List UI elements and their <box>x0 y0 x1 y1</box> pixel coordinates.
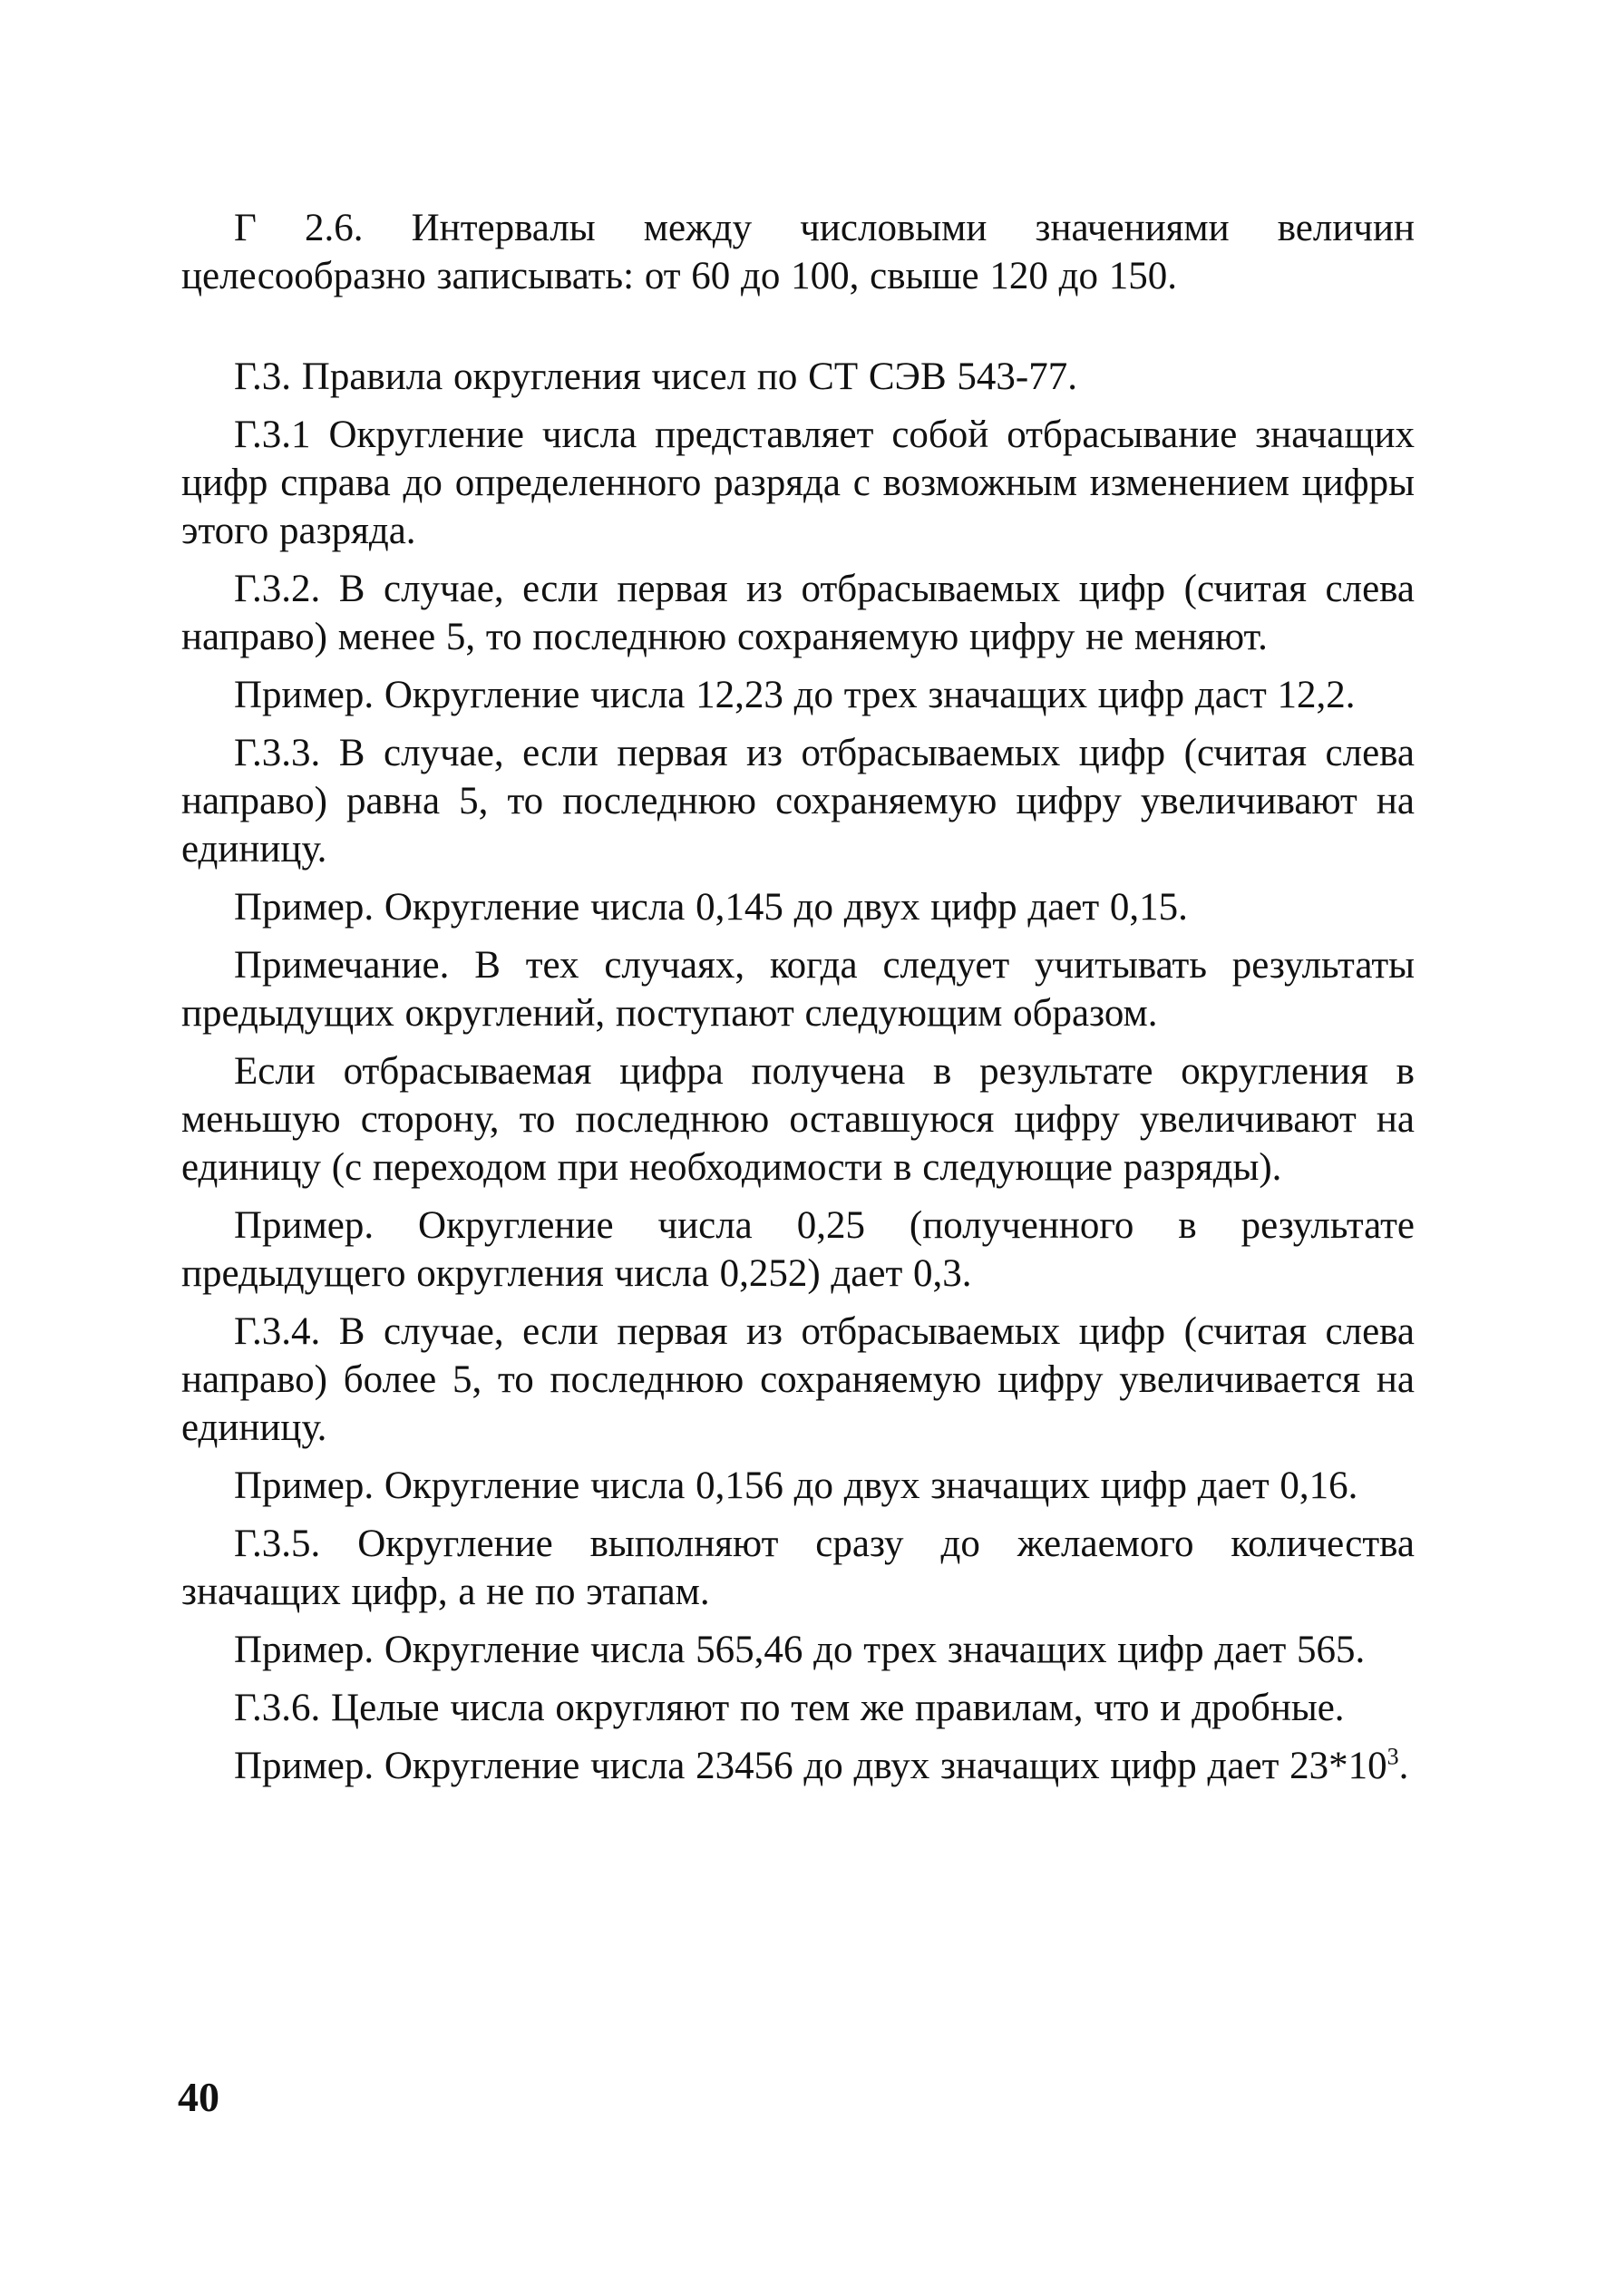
paragraph-g-3-1: Г.3.1 Округление числа представляет собой отбрасывание значащих цифр справа до определенного разряда с возможным изменением цифры этого разряда. <box>181 413 1415 552</box>
paragraph-g-3-4: Г.3.4. В случае, если первая из отбрасываемых цифр (считая слева направо) более 5, то последнюю сохраняемую цифру увеличивается на единицу. <box>181 1310 1415 1449</box>
example-6-exponent: 3 <box>1386 1743 1399 1770</box>
example-6-suffix: . <box>1398 1745 1409 1787</box>
paragraph-example-6 <box>181 1742 1415 1790</box>
paragraph-example-2: Пример. Округление числа 0,145 до двух цифр дает 0,15. <box>234 886 1188 929</box>
page-number: 40 <box>178 2074 219 2120</box>
example-6-text: Пример. Округление числа 23456 до двух значащих цифр дает 23*10 <box>234 1745 1387 1787</box>
paragraph-example-5: Пример. Округление числа 565,46 до трех значащих цифр дает 565. <box>234 1629 1366 1671</box>
paragraph-g-3-3: Г.3.3. В случае, если первая из отбрасываемых цифр (считая слева направо) равна 5, то последнюю сохраняемую цифру увеличивают на единицу. <box>181 732 1415 871</box>
paragraph-g-3-heading: Г.3. Правила округления чисел по СТ СЭВ 543-77. <box>234 355 1077 398</box>
paragraph-g-2-6: Г 2.6. Интервалы между числовыми значениями величин целесообразно записывать: от 60 до 100, свыше 120 до 150. <box>181 207 1415 297</box>
paragraph-note: Примечание. В тех случаях, когда следует учитывать результаты предыдущих округлений, поступают следующим образом. <box>181 944 1415 1035</box>
document-page <box>181 204 1415 1800</box>
paragraph-example-4: Пример. Округление числа 0,156 до двух значащих цифр дает 0,16. <box>234 1464 1358 1507</box>
paragraph-g-3-6: Г.3.6. Целые числа округляют по тем же правилам, что и дробные. <box>234 1687 1345 1729</box>
paragraph-example-1: Пример. Округление числа 12,23 до трех значащих цифр даст 12,2. <box>234 674 1356 716</box>
paragraph-note-rule: Если отбрасываемая цифра получена в результате округления в меньшую сторону, то последнюю оставшуюся цифру увеличивают на единицу (с переходом при необходимости в следующие разряды). <box>181 1050 1415 1189</box>
paragraph-g-3-5: Г.3.5. Округление выполняют сразу до желаемого количества значащих цифр, а не по этапам. <box>181 1523 1415 1613</box>
paragraph-g-3-2: Г.3.2. В случае, если первая из отбрасываемых цифр (считая слева направо) менее 5, то последнюю сохраняемую цифру не меняют. <box>181 568 1415 658</box>
paragraph-example-3: Пример. Округление числа 0,25 (полученного в результате предыдущего округления числа 0,252) дает 0,3. <box>181 1204 1415 1295</box>
